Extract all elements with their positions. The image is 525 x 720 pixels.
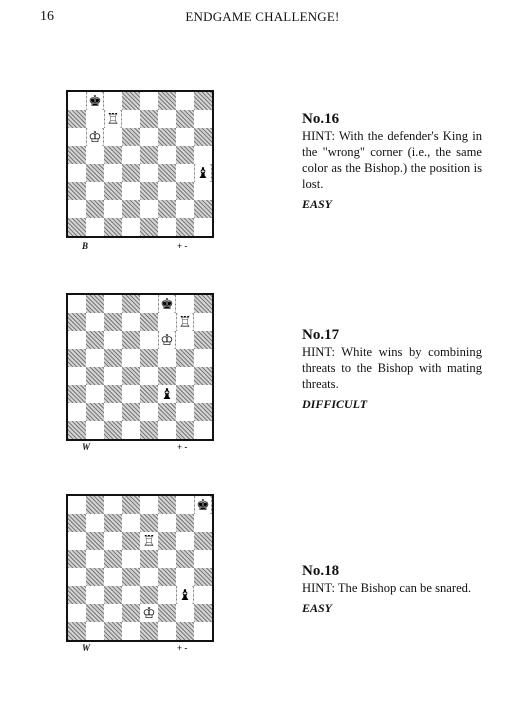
- hint-text: HINT: The Bishop can be snared.: [302, 581, 472, 595]
- square-g6: [176, 331, 194, 349]
- square-h6: [194, 532, 212, 550]
- square-d6: [122, 331, 140, 349]
- square-b3: [86, 385, 104, 403]
- square-h4: [194, 568, 212, 586]
- square-g2: [176, 403, 194, 421]
- white-rook-icon: ♖: [178, 313, 192, 331]
- square-b4: [86, 367, 104, 385]
- square-h1: [194, 218, 212, 236]
- square-h5: [194, 550, 212, 568]
- square-g2: [176, 604, 194, 622]
- square-e5: [140, 550, 158, 568]
- square-a1: [68, 421, 86, 439]
- square-g7: [176, 313, 194, 331]
- square-a5: [68, 550, 86, 568]
- square-e6: [140, 331, 158, 349]
- square-f3: [158, 586, 176, 604]
- square-c3: [104, 586, 122, 604]
- square-g1: [176, 421, 194, 439]
- difficulty-label: EASY: [302, 197, 333, 211]
- chessboard: [66, 494, 214, 642]
- square-e3: [140, 586, 158, 604]
- square-b7: [86, 514, 104, 532]
- square-c8: [104, 496, 122, 514]
- square-d4: [122, 367, 140, 385]
- square-c5: [104, 349, 122, 367]
- square-a8: [68, 496, 86, 514]
- square-b8: [86, 496, 104, 514]
- square-e7: [140, 514, 158, 532]
- square-c6: [104, 532, 122, 550]
- black-king-icon: ♚: [88, 92, 102, 110]
- black-king-icon: ♚: [160, 295, 174, 313]
- square-b5: [86, 349, 104, 367]
- square-a2: [68, 604, 86, 622]
- evaluation: + -: [177, 643, 188, 653]
- square-h8: [194, 496, 212, 514]
- page-number: 16: [40, 9, 54, 24]
- square-g1: [176, 218, 194, 236]
- square-a5: [68, 349, 86, 367]
- square-c4: [104, 568, 122, 586]
- square-b5: [86, 550, 104, 568]
- square-f1: [158, 622, 176, 640]
- square-h2: [194, 200, 212, 218]
- square-d3: [122, 586, 140, 604]
- square-a7: [68, 514, 86, 532]
- square-f6: [158, 532, 176, 550]
- square-b4: [86, 568, 104, 586]
- problem-number: No.16: [302, 111, 340, 127]
- square-c2: [104, 403, 122, 421]
- square-d8: [122, 295, 140, 313]
- square-d3: [122, 385, 140, 403]
- chessboard: [66, 293, 214, 441]
- square-h2: [194, 403, 212, 421]
- puzzle-text: [302, 562, 482, 616]
- square-a2: [68, 200, 86, 218]
- square-f2: [158, 403, 176, 421]
- square-e4: [140, 367, 158, 385]
- square-f8: [158, 295, 176, 313]
- square-e1: [140, 421, 158, 439]
- square-h7: [194, 514, 212, 532]
- square-e1: [140, 622, 158, 640]
- square-d6: [122, 532, 140, 550]
- square-b2: [86, 403, 104, 421]
- side-to-move: B: [82, 241, 89, 251]
- square-h8: [194, 295, 212, 313]
- square-c2: [104, 200, 122, 218]
- difficulty-label: EASY: [302, 601, 333, 615]
- square-a6: [68, 532, 86, 550]
- puzzle-text: [302, 326, 482, 412]
- black-bishop-icon: ♝: [160, 385, 174, 403]
- square-d1: [122, 622, 140, 640]
- square-c3: [104, 385, 122, 403]
- square-g3: [176, 385, 194, 403]
- square-h2: [194, 604, 212, 622]
- white-king-icon: ♔: [160, 331, 174, 349]
- square-c1: [104, 218, 122, 236]
- square-f5: [158, 550, 176, 568]
- square-c8: [104, 295, 122, 313]
- side-to-move: W: [82, 643, 91, 653]
- square-e2: [140, 200, 158, 218]
- square-d4: [122, 568, 140, 586]
- square-h3: [194, 385, 212, 403]
- square-g1: [176, 622, 194, 640]
- square-h3: [194, 586, 212, 604]
- square-f7: [158, 313, 176, 331]
- square-c6: [104, 331, 122, 349]
- square-c7: [104, 514, 122, 532]
- square-b7: [86, 313, 104, 331]
- square-b3: [86, 586, 104, 604]
- evaluation: + -: [177, 442, 188, 452]
- square-d8: [122, 496, 140, 514]
- square-d2: [122, 200, 140, 218]
- white-rook-icon: ♖: [106, 110, 120, 128]
- square-a3: [68, 385, 86, 403]
- square-a3: [68, 586, 86, 604]
- square-g4: [176, 568, 194, 586]
- square-f4: [158, 367, 176, 385]
- square-f8: [158, 496, 176, 514]
- hint-text: HINT: With the defender's King in the "wrong" corner (i.e., the same color as the Bishop.) the position is lost.: [302, 129, 482, 191]
- square-a4: [68, 568, 86, 586]
- black-bishop-icon: ♝: [196, 164, 210, 182]
- square-e1: [140, 218, 158, 236]
- square-g5: [176, 349, 194, 367]
- square-h5: [194, 349, 212, 367]
- square-f6: [158, 331, 176, 349]
- square-e6: [140, 532, 158, 550]
- square-g8: [176, 496, 194, 514]
- square-e2: [140, 604, 158, 622]
- square-b6: [86, 532, 104, 550]
- square-e8: [140, 496, 158, 514]
- square-b1: [86, 218, 104, 236]
- square-d7: [122, 514, 140, 532]
- square-g4: [176, 367, 194, 385]
- square-h7: [194, 313, 212, 331]
- square-c5: [104, 550, 122, 568]
- square-e8: [140, 295, 158, 313]
- square-a1: [68, 622, 86, 640]
- problem-number: No.18: [302, 563, 340, 579]
- square-d5: [122, 550, 140, 568]
- black-bishop-icon: ♝: [178, 586, 192, 604]
- square-b2: [86, 604, 104, 622]
- square-g5: [176, 550, 194, 568]
- square-f4: [158, 568, 176, 586]
- square-a1: [68, 218, 86, 236]
- square-e7: [140, 313, 158, 331]
- square-b2: [86, 200, 104, 218]
- square-d5: [122, 349, 140, 367]
- square-b8: [86, 295, 104, 313]
- white-king-icon: ♔: [88, 128, 102, 146]
- square-d2: [122, 604, 140, 622]
- square-c7: [104, 313, 122, 331]
- square-e4: [140, 568, 158, 586]
- square-f3: [158, 385, 176, 403]
- white-rook-icon: ♖: [142, 532, 156, 550]
- evaluation: + -: [177, 241, 188, 251]
- square-e3: [140, 385, 158, 403]
- square-d2: [122, 403, 140, 421]
- square-c1: [104, 622, 122, 640]
- square-b1: [86, 622, 104, 640]
- running-head: ENDGAME CHALLENGE!: [185, 9, 340, 24]
- problem-number: No.17: [302, 327, 340, 343]
- hint-text: HINT: White wins by combining threats to the Bishop with mating threats.: [302, 345, 482, 391]
- square-g7: [176, 514, 194, 532]
- square-d7: [122, 313, 140, 331]
- difficulty-label: DIFFICULT: [302, 397, 368, 411]
- square-h1: [194, 421, 212, 439]
- square-f2: [158, 604, 176, 622]
- square-c2: [104, 604, 122, 622]
- square-a7: [68, 313, 86, 331]
- square-e2: [140, 403, 158, 421]
- square-h4: [194, 367, 212, 385]
- square-c1: [104, 421, 122, 439]
- square-g2: [176, 200, 194, 218]
- square-f1: [158, 421, 176, 439]
- black-king-icon: ♚: [196, 496, 210, 514]
- square-a2: [68, 403, 86, 421]
- square-g3: [176, 586, 194, 604]
- square-h6: [194, 331, 212, 349]
- square-d1: [122, 421, 140, 439]
- square-f5: [158, 349, 176, 367]
- square-b6: [86, 331, 104, 349]
- square-d1: [122, 218, 140, 236]
- square-g6: [176, 532, 194, 550]
- square-a4: [68, 367, 86, 385]
- square-f1: [158, 218, 176, 236]
- square-g8: [176, 295, 194, 313]
- square-a8: [68, 295, 86, 313]
- square-a6: [68, 331, 86, 349]
- square-e5: [140, 349, 158, 367]
- square-b1: [86, 421, 104, 439]
- square-f7: [158, 514, 176, 532]
- white-king-icon: ♔: [142, 604, 156, 622]
- square-h1: [194, 622, 212, 640]
- square-f2: [158, 200, 176, 218]
- square-c4: [104, 367, 122, 385]
- side-to-move: W: [82, 442, 91, 452]
